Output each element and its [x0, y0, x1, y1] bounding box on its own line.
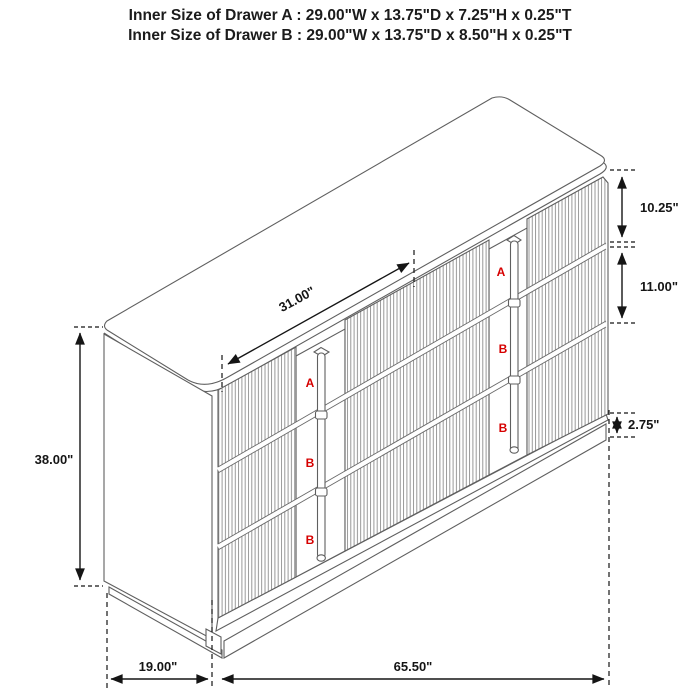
right-drawer-b1-label: B [498, 342, 508, 356]
left-drawer-b1-label: B [305, 456, 315, 470]
title-line-drawer-b: Inner Size of Drawer B : 29.00"W x 13.75"D x 8.50"H x 0.25"T [128, 27, 572, 44]
dimension-overall-height [35, 327, 103, 586]
dimension-depth [111, 659, 208, 679]
left-drawer-b2-label: B [305, 533, 315, 547]
dimension-drawer-b-height [610, 253, 678, 323]
overall-height-label: 38.00" [34, 452, 74, 467]
fluted-panel-right [527, 177, 608, 455]
right-drawer-a-label: A [496, 265, 506, 279]
dimension-overall-width [222, 659, 604, 679]
top-span-label: 31.00" [276, 283, 318, 315]
base-height-label: 2.75" [628, 417, 660, 432]
cabinet-drawing [104, 97, 608, 658]
overall-width-label: 65.50" [393, 659, 433, 674]
left-drawer-a-label: A [305, 376, 315, 390]
drawer-stack-right-panel [489, 228, 527, 475]
drawer-a-height-label: 10.25" [640, 200, 679, 215]
depth-label: 19.00" [138, 659, 178, 674]
drawer-b-height-label: 11.00" [640, 279, 678, 294]
title-line-drawer-a: Inner Size of Drawer A : 29.00"W x 13.75"D x 7.25"H x 0.25"T [128, 7, 572, 24]
fluted-panel-left [218, 347, 296, 618]
right-drawer-b2-label: B [498, 421, 508, 435]
dimension-drawer-a-height [610, 170, 679, 247]
dimension-base-height [610, 413, 659, 437]
